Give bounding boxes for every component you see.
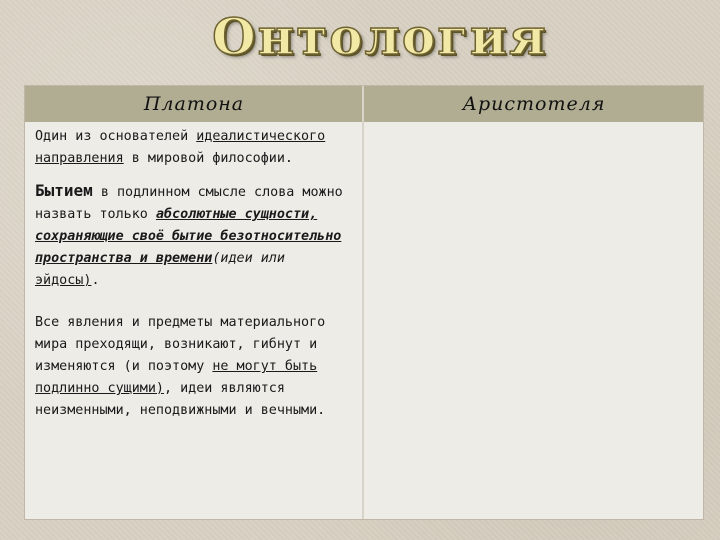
- aristotelya-cell: [365, 122, 705, 521]
- text-segment: (идеи или: [212, 251, 285, 266]
- bold-term: Бытием: [35, 181, 93, 200]
- underlined-text: эйдосы): [35, 273, 92, 288]
- header-aristotelya: Аристотеля: [462, 93, 606, 115]
- text-segment: Все явления и предметы материального мира преходящи, возникают, гибнут и изменяются (и поэтому: [35, 315, 326, 374]
- table-header-row: [25, 86, 703, 122]
- column-divider: [362, 86, 364, 519]
- comparison-table: [24, 85, 704, 520]
- text-segment: .: [91, 273, 100, 288]
- paragraph-founder: [35, 126, 357, 170]
- text-segment: в подлинном смысле слова можно назвать только: [35, 185, 343, 222]
- platona-cell: [35, 126, 357, 422]
- header-platona: Платона: [143, 93, 245, 115]
- underlined-text: идеалистического направления: [35, 129, 326, 166]
- text-segment: Один из основателей: [35, 129, 197, 144]
- emphasized-text: абсолютные сущности, сохраняющие своё бытие безотносительно пространства и времени: [35, 207, 342, 266]
- text-segment: , идеи являются неизменными, неподвижными и вечными.: [35, 381, 326, 418]
- slide-title: Онтология: [212, 7, 548, 66]
- text-segment: в мировой философии.: [123, 151, 293, 166]
- paragraph-phenomena: [35, 312, 357, 422]
- paragraph-being: [35, 180, 357, 292]
- underlined-text: не могут быть подлинно сущими): [35, 359, 318, 396]
